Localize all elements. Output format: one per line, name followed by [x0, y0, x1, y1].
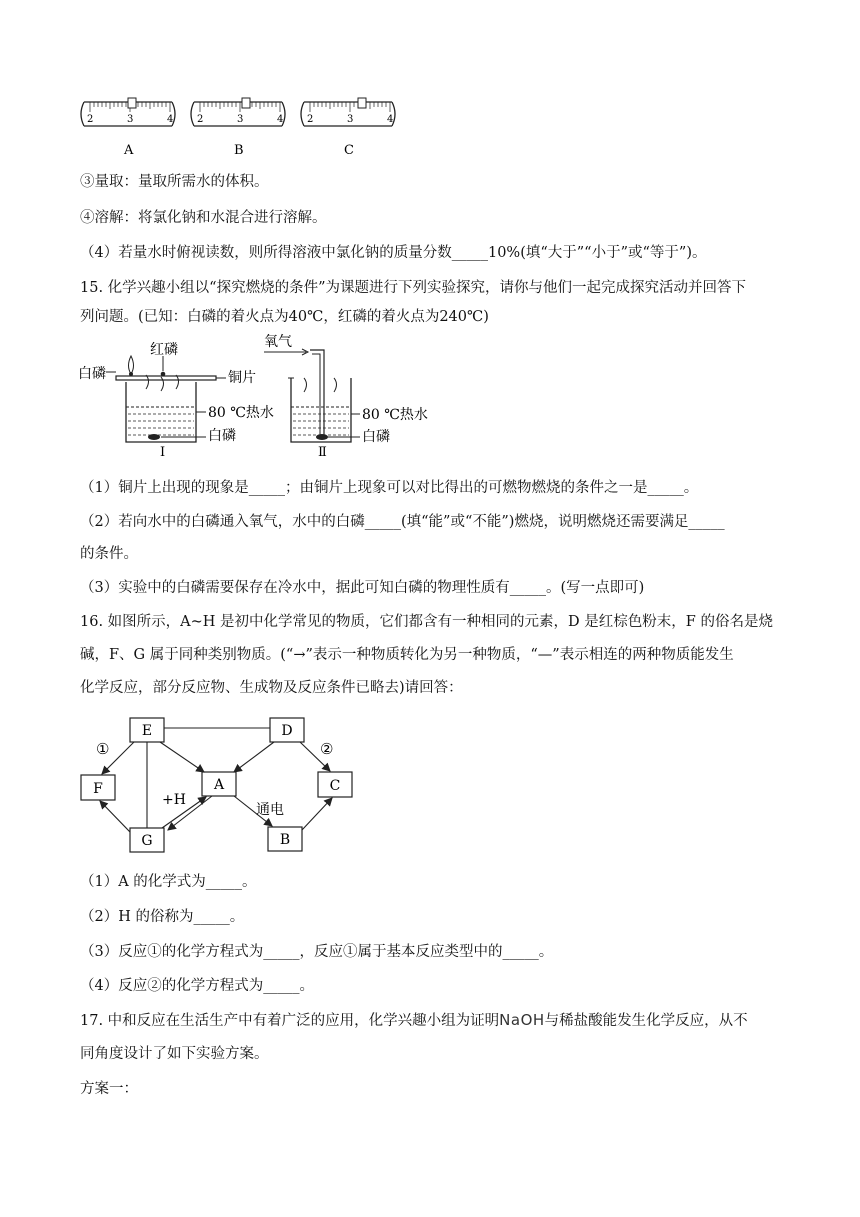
q17-stem-b: 与稀盐酸能发生化学反应，从不 — [544, 1013, 748, 1029]
ruler-A — [81, 98, 175, 158]
oxygen-tube — [310, 350, 324, 438]
ruler-tick-label: 4 — [387, 114, 394, 125]
q16-stem-line2: 碱，F、G 属于同种类别物质。(“→”表示一种物质转化为另一种物质，“—”表示相连的两种物质能发生 — [80, 647, 734, 663]
node-F-label: F — [93, 781, 103, 797]
ruler-tick-label: 3 — [127, 114, 134, 125]
ruler-tick-label: 4 — [167, 114, 174, 125]
setup-2 — [264, 334, 428, 460]
white-phosphorus-water-2-label: 白磷 — [362, 429, 390, 445]
node-G-label: G — [141, 833, 153, 849]
q15-stem-line2: 列问题。(已知：白磷的着火点为40℃，红磷的着火点为240℃) — [80, 309, 489, 325]
step-4-text: ④溶解：将氯化钠和水混合进行溶解。 — [80, 210, 327, 226]
ruler-B — [191, 98, 285, 158]
combustion-experiment-figure — [76, 334, 456, 460]
q15-part2: （2）若向水中的白磷通入氧气，水中的白磷_____(填“能”或“不能”)燃烧，说明燃烧还需要满足_____ — [80, 514, 725, 530]
copper-plate — [116, 376, 216, 380]
electrolysis-label: 通电 — [256, 802, 284, 818]
white-phosphorus-water-1-label: 白磷 — [208, 428, 236, 444]
plus-h-label: +H — [162, 792, 186, 808]
node-E-label: E — [141, 723, 153, 739]
reaction-2-mark: ② — [320, 740, 334, 758]
flame-icon — [129, 356, 134, 374]
hot-water-1-label: 80 ℃热水 — [208, 405, 274, 421]
q16-stem-line1: 16. 如图所示，A~H 是初中化学常见的物质，它们都含有一种相同的元素，D 是红棕色粉末，F 的俗名是烧 — [80, 614, 773, 630]
node-B-label: B — [279, 832, 291, 848]
hot-water-2-label: 80 ℃热水 — [362, 407, 428, 423]
ruler-slider — [358, 98, 366, 108]
q16-part4: （4）反应②的化学方程式为_____。 — [80, 978, 314, 994]
ruler-tick-label: 2 — [197, 114, 204, 125]
ruler-slider — [242, 98, 250, 108]
ruler-tick-label: 2 — [307, 114, 314, 125]
oxygen-label: 氧气 — [264, 334, 292, 350]
figure-2-label: Ⅱ — [318, 445, 327, 460]
setup-1 — [78, 341, 274, 460]
q16-part3: （3）反应①的化学方程式为_____，反应①属于基本反应类型中的_____。 — [80, 944, 554, 960]
figure-1-label: Ⅰ — [160, 445, 166, 460]
ruler-C — [301, 98, 395, 158]
ruler-tick-label: 3 — [237, 114, 244, 125]
ruler-label: A — [124, 143, 134, 158]
q15-part2-cont: 的条件。 — [80, 546, 138, 562]
ruler-label: C — [344, 143, 354, 158]
substance-relation-diagram — [76, 712, 376, 862]
red-phosphorus-dot — [161, 372, 166, 377]
node-D-label: D — [281, 723, 293, 739]
q15-stem-line1: 15. 化学兴趣小组以“探究燃烧的条件”为课题进行下列实验探究，请你与他们一起完成探究活动并回答下 — [80, 280, 746, 296]
white-phosphorus-left-label: 白磷 — [78, 366, 106, 382]
white-phosphorus-1 — [148, 434, 160, 440]
naoh-formula: NaOH — [499, 1011, 545, 1029]
copper-plate-label: 铜片 — [228, 370, 256, 386]
ruler-slider — [128, 98, 136, 108]
reaction-1-mark: ① — [96, 740, 110, 758]
ruler-tick-label: 3 — [347, 114, 354, 125]
q16-part1: （1）A 的化学式为_____。 — [80, 874, 257, 890]
q17-stem-line1 — [80, 1010, 748, 1031]
q15-part1: （1）铜片上出现的现象是_____；由铜片上现象可以对比得出的可燃物燃烧的条件之一是_____。 — [80, 480, 699, 496]
node-A-label: A — [213, 777, 225, 793]
ruler-tick-label: 2 — [87, 114, 94, 125]
q16-stem-line3: 化学反应，部分反应物、生成物及反应条件已略去)请回答： — [80, 680, 463, 696]
q17-stem-a: 17. 中和反应在生活生产中有着广泛的应用，化学兴趣小组为证明 — [80, 1013, 500, 1029]
node-C-label: C — [329, 778, 341, 794]
q14-part4: （4）若量水时俯视读数，则所得溶液中氯化钠的质量分数_____10%(填“大于”“小于”或“等于”)。 — [80, 245, 707, 261]
ruler-tick-label: 4 — [277, 114, 284, 125]
red-phosphorus-label: 红磷 — [150, 342, 178, 358]
q16-part2: （2）H 的俗称为_____。 — [80, 909, 245, 925]
q17-stem-line2: 同角度设计了如下实验方案。 — [80, 1046, 269, 1062]
ruler-label: B — [234, 143, 244, 158]
step-3-text: ③量取：量取所需水的体积。 — [80, 174, 269, 190]
beaker-2 — [291, 378, 351, 442]
ruler-figure — [76, 92, 436, 162]
white-phosphorus-2 — [316, 434, 328, 440]
q15-part3: （3）实验中的白磷需要保存在冷水中，据此可知白磷的物理性质有_____。(写一点即可) — [80, 580, 645, 596]
q17-plan-heading: 方案一： — [80, 1081, 138, 1097]
